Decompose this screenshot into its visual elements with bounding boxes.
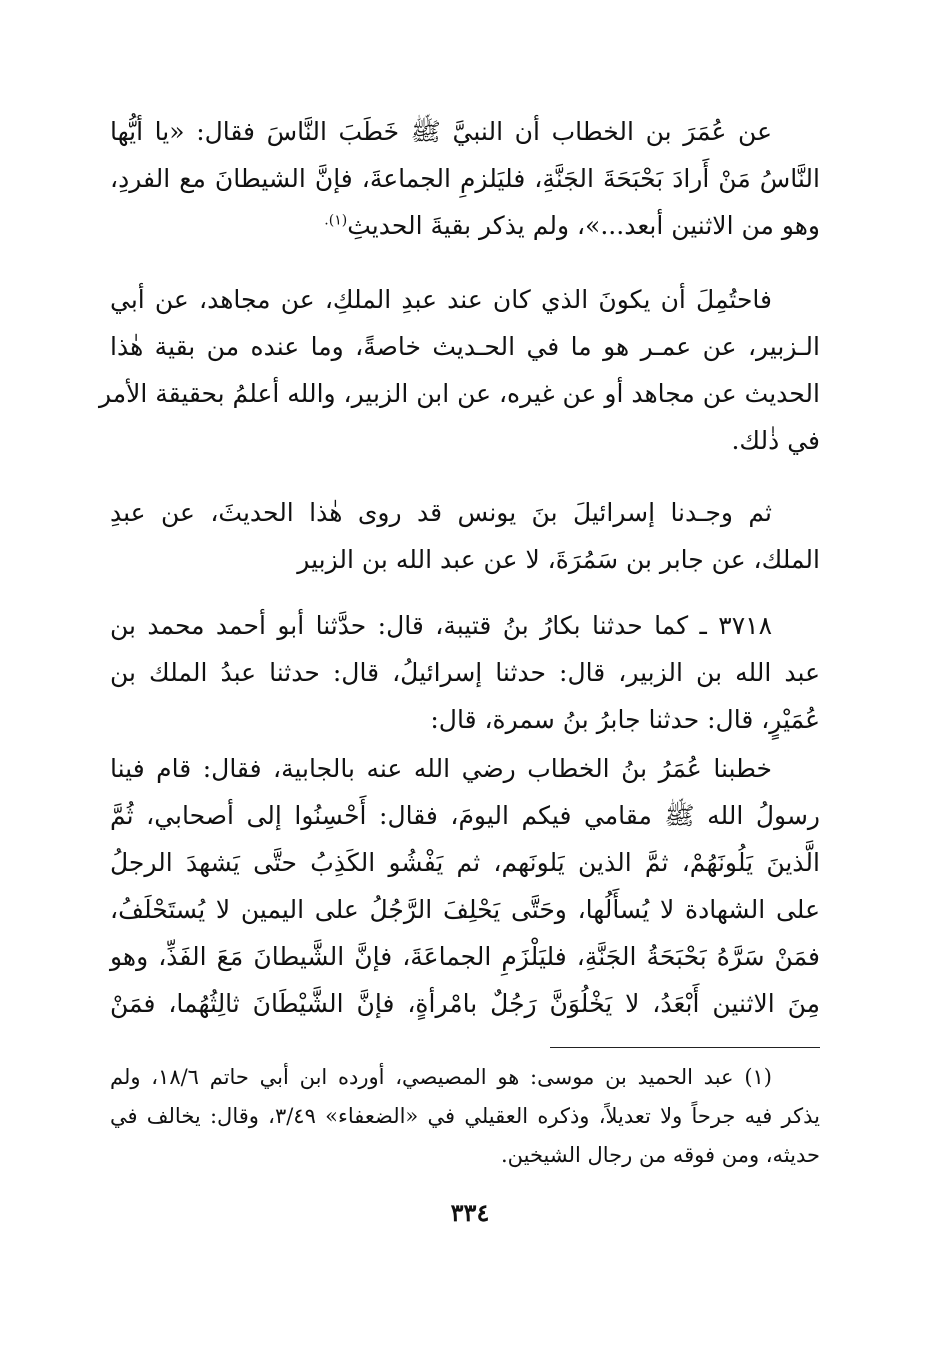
paragraph-5 (110, 745, 820, 1027)
text-line: الـزبير، عن عمـر هو ما في الحـديث خاصةً، وما عنده من بقية هٰذا (110, 332, 820, 361)
text-line: خطبنا عُمَرُ بنُ الخطاب رضي الله عنه بالجابية، فقال: قام فينا (110, 754, 772, 783)
footnote-divider (550, 1047, 820, 1048)
paragraph-2 (98, 276, 820, 464)
text-line: عُمَيْرٍ، قال: حدثنا جابرُ بنُ سمرة، قال: (430, 705, 820, 734)
footnote-line: (١) عبد الحميد بن موسى: هو المصيصي، أورده ابن أبي حاتم ١٨/٦، ولم (110, 1065, 772, 1089)
text-line: الحديث عن مجاهد أو عن غيره، عن ابن الزبير، والله أعلمُ بحقيقة الأمر (98, 379, 820, 408)
text-line: ثم وجـدنا إسرائيلَ بنَ يونس قد روى هٰذا الحديثَ، عن عبدِ (110, 498, 772, 527)
footnote-marker[interactable]: (١). (324, 212, 348, 229)
text-line: عبد الله بن الزبير، قال: حدثنا إسرائيلُ، قال: حدثنا عبدُ الملك بن (110, 658, 820, 687)
text-line: ٣٧١٨ ـ كما حدثنا بكارُ بنُ قتيبة، قال: حدَّثنا أبو أحمد محمد بن (110, 611, 772, 640)
text-line: وهو من الاثنين أبعد...»، ولم يذكر بقيةَ الحديثِ (347, 211, 820, 240)
text-line: في ذٰلك. (731, 426, 820, 455)
paragraph-4 (110, 602, 820, 743)
text-line: الَّذينَ يَلُونَهُمْ، ثمَّ الذين يَلونَهم، ثم يَفْشُو الكَذِبُ حتَّى يَشهدَ الرجلُ (110, 848, 820, 877)
text-line-with-note (110, 202, 820, 249)
text-line: رسولُ الله ﷺ مقامي فيكم اليومَ، فقال: أَحْسِنُوا إلى أصحابي، ثُمَّ (110, 801, 820, 830)
text-line: مِنَ الاثنين أَبْعَدُ، لا يَخْلُوَنَّ رَجُلٌ بامْرأةٍ، فإنَّ الشَّيْطَانَ ثالِثُهُما، فمَنْ (110, 989, 820, 1018)
text-line: عن عُمَرَ بن الخطاب أن النبيَّ ﷺ خَطَبَ النَّاسَ فقال: «يا أيُّها (110, 117, 772, 146)
text-line: على الشهادة لا يُسأَلُها، وحَتَّى يَحْلِفَ الرَّجُلُ على اليمين لا يُستَحْلَفُ، (110, 895, 820, 924)
footnote (110, 1058, 820, 1175)
text-line: فمَنْ سَرَّهُ بَحْبَحَةُ الجَنَّةِ، فليَلْزَمِ الجماعَةَ، فإنَّ الشَّيطانَ مَعَ الفَذِّ، وهو (110, 942, 820, 971)
footnote-line: يذكر فيه جرحاً ولا تعديلاً، وذكره العقيلي في «الضعفاء» ٣/٤٩، وقال: يخالف في (110, 1104, 820, 1128)
text-line: فاحتُمِلَ أن يكونَ الذي كان عند عبدِ الملكِ، عن مجاهد، عن أبي (110, 285, 772, 314)
paragraph-1 (110, 108, 820, 249)
footnote-line: حديثه، ومن فوقه من رجال الشيخين. (500, 1143, 820, 1167)
page-number: ٣٣٤ (450, 1198, 490, 1227)
paragraph-3 (110, 489, 820, 583)
text-line: الملك، عن جابر بن سَمُرَةَ، لا عن عبد الله بن الزبير (297, 545, 820, 574)
text-line: النَّاسُ مَنْ أَرادَ بَحْبَحَةَ الجَنَّةِ، فليَلزمِ الجماعةَ، فإنَّ الشيطانَ مع الفردِ، (110, 164, 820, 193)
